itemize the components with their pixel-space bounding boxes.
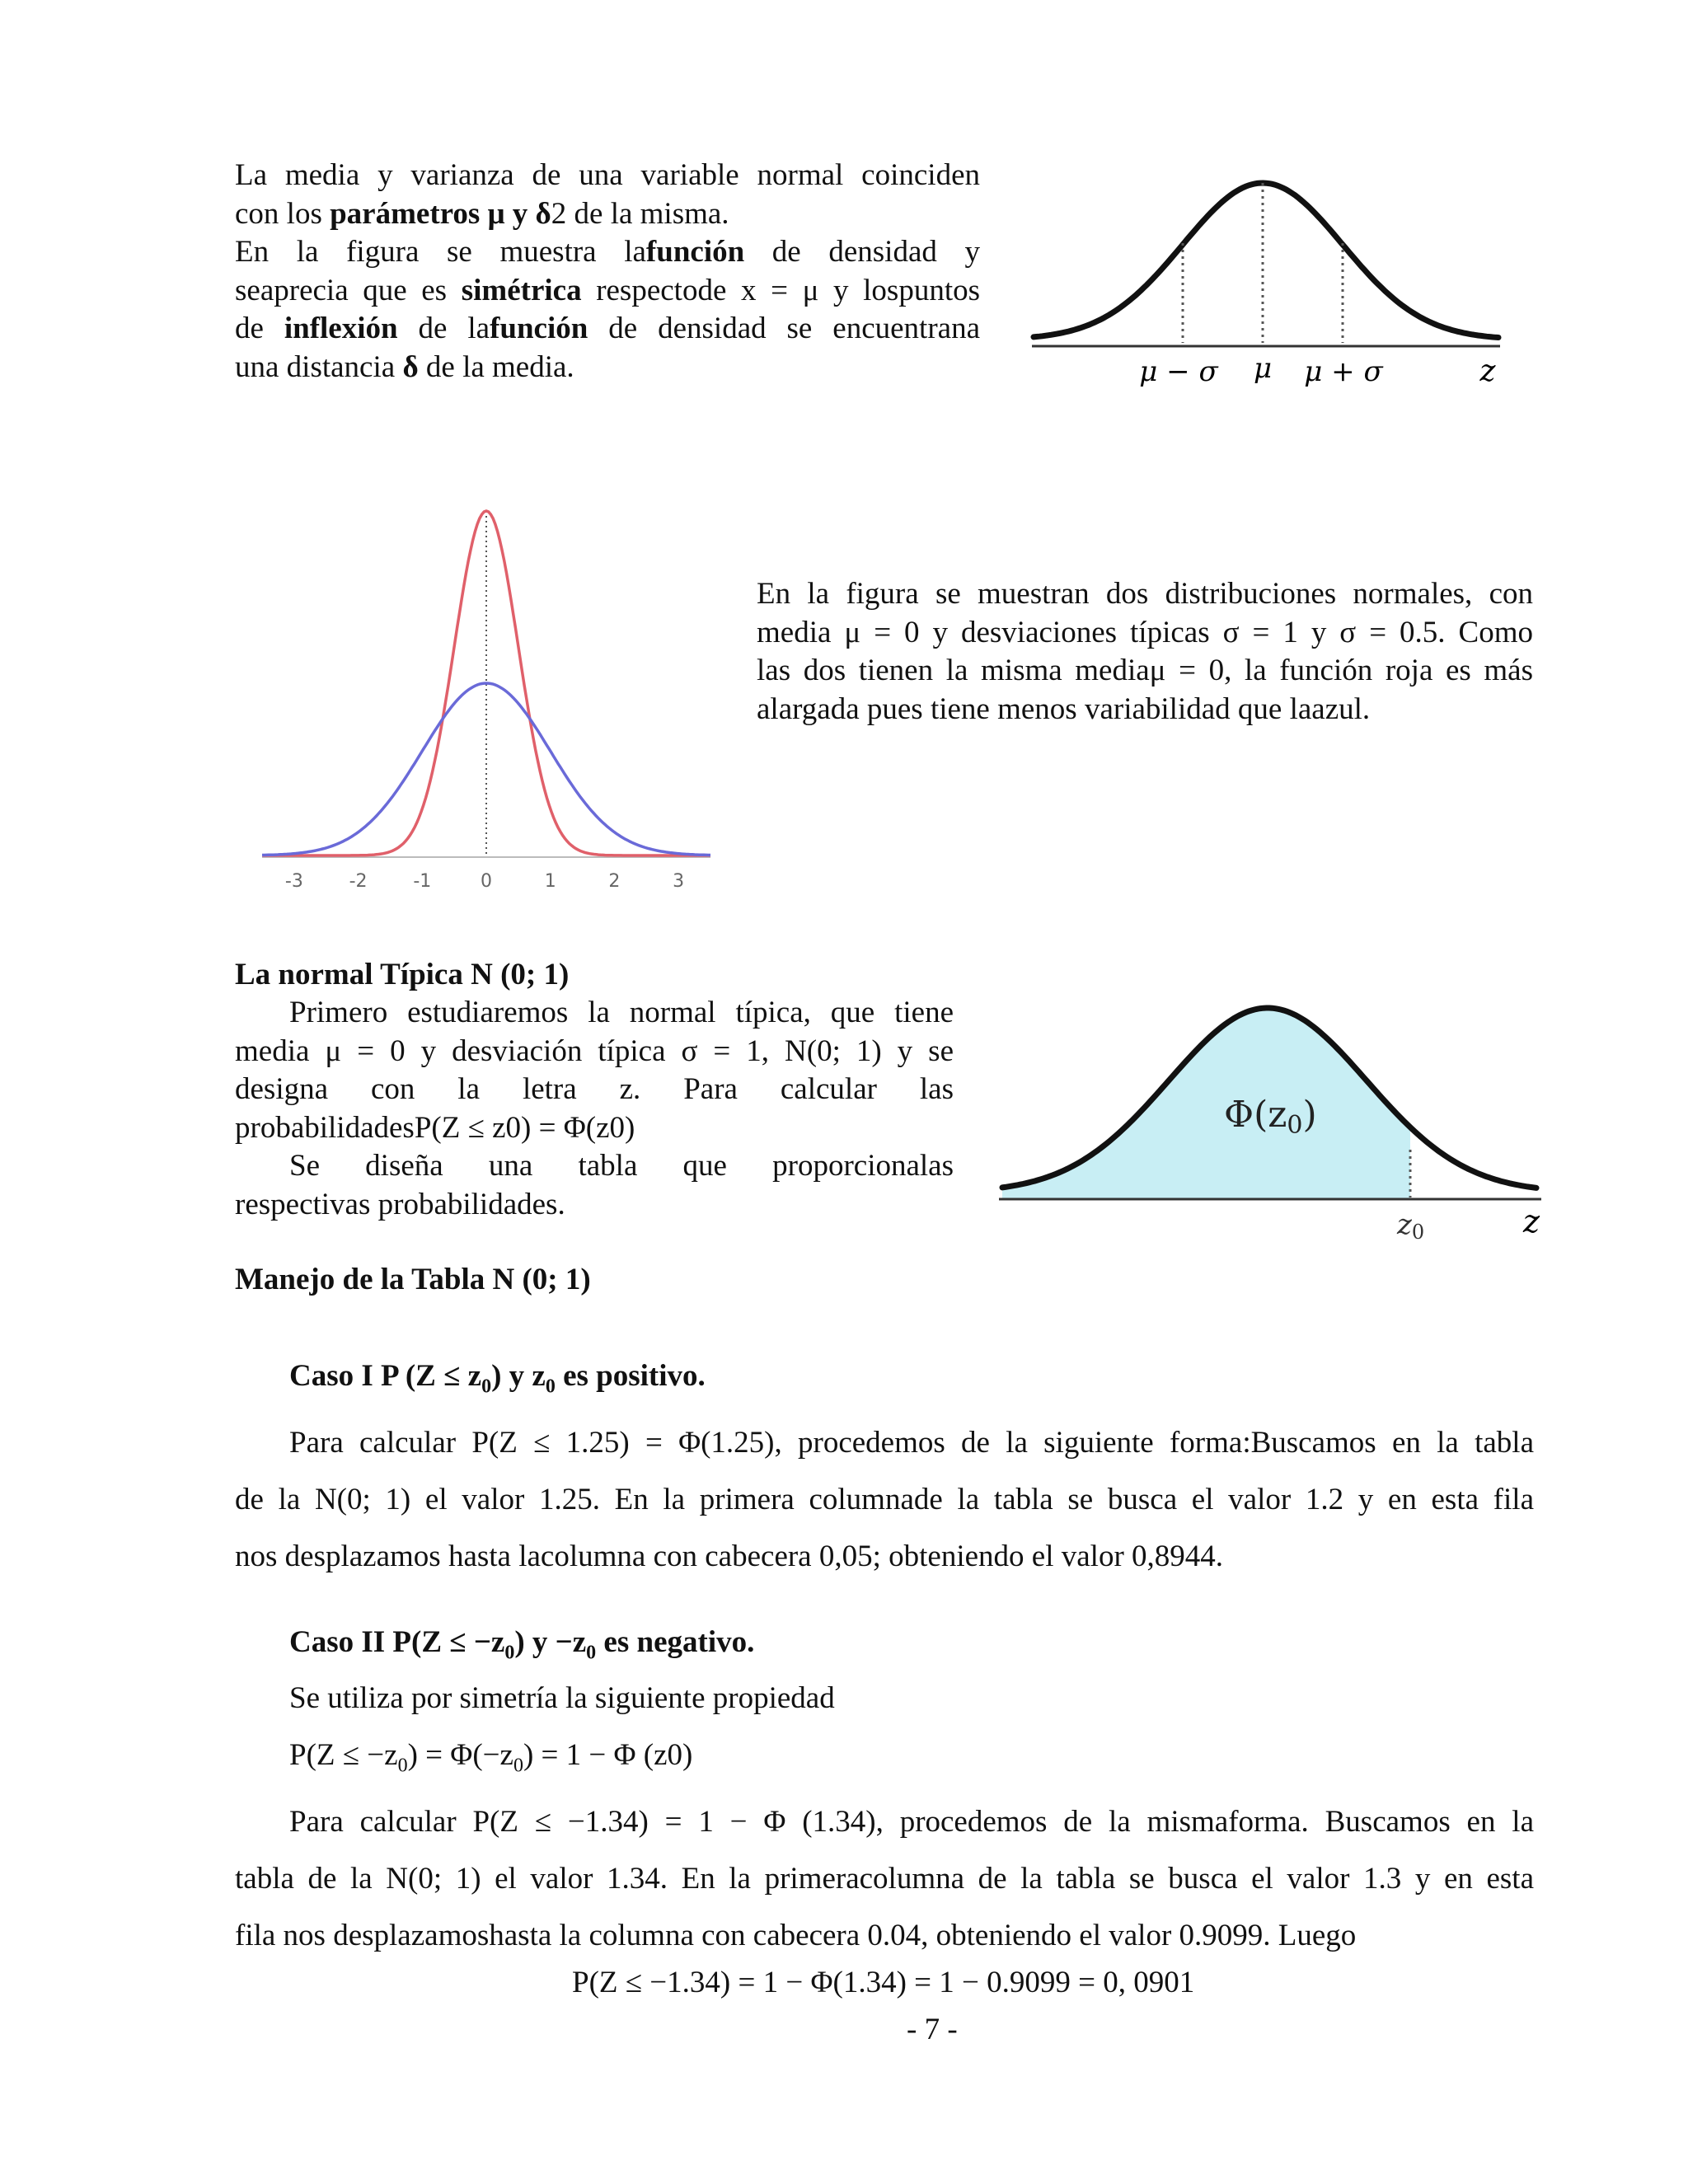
label-mu-minus-sigma: μ − σ <box>1139 355 1218 388</box>
tipica-line-4: probabilidadesP(Z ≤ z0) = Φ(z0) <box>235 1110 635 1145</box>
x-tick-label: 2 <box>608 871 621 892</box>
two-normal-distributions-chart <box>247 494 725 907</box>
x-tick-label: -2 <box>349 871 368 892</box>
caso2-title: Caso II $P(Z \le -z_0)$ $y -z_0$ es negativo. <box>289 1625 755 1664</box>
intro-line-6: una distancia δ de la media. <box>235 349 574 384</box>
intro-line-2: con los parámetros μ y δ2 de la misma. <box>235 196 729 231</box>
z-label: z <box>1522 1203 1540 1240</box>
x-tick-label: -3 <box>284 871 303 892</box>
two-dist-paragraph <box>757 575 1533 729</box>
caso2-line-1: Se utiliza por simetría la siguiente propiedad <box>289 1681 835 1715</box>
section-title-tipica: La normal Típica N (0; 1) <box>235 958 570 991</box>
tipica-paragraph <box>235 994 954 1224</box>
tipica-line-2: media μ = 0 y desviación típica σ = 1, N(0; 1) y se <box>235 1033 954 1068</box>
caso2-line-4: fila nos desplazamoshasta la columna con cabecera 0.04, obteniendo el valor 0.9099. Luego <box>235 1919 1357 1952</box>
label-z: z <box>1479 354 1496 388</box>
x-tick-label: 3 <box>673 871 685 892</box>
two-dist-line-4: alargada pues tiene menos variabilidad que laazul. <box>757 691 1371 726</box>
phi-label: Φ(z0) <box>1224 1094 1317 1140</box>
caso2-line-2: Para calcular P(Z ≤ −1.34) = 1 − Φ (1.34), procedemos de la mismaforma. Buscamos en la <box>289 1805 1534 1839</box>
intro-line-5: de inflexión de lafunción de densidad se encuentrana <box>235 312 980 345</box>
density-curve <box>1034 183 1498 338</box>
caso1-title: Caso I P $(Z \le z_0)$ y $z_0$ es positivo. <box>289 1359 706 1398</box>
caso2-paragraph <box>235 1793 1534 1964</box>
normal-curve-figure <box>1022 165 1508 404</box>
intro-paragraph <box>235 157 980 387</box>
tipica-line-6: respectivas probabilidades. <box>235 1187 565 1221</box>
caso1-line-2: de la N(0; 1) el valor 1.25. En la primera columnade la tabla se busca el valor 1.2 y en esta fila <box>235 1483 1534 1516</box>
caso2-line-3: tabla de la N(0; 1) el valor 1.34. En la primeracolumna de la tabla se busca el valor 1.3 y en esta <box>235 1862 1534 1896</box>
x-tick-label: 1 <box>544 871 556 892</box>
label-mu: μ <box>1253 352 1273 385</box>
x-tick-label: -1 <box>413 871 432 892</box>
intro-line-1: La media y varianza de una variable normal coinciden <box>235 158 980 192</box>
tipica-line-3: designa con la letra z. Para calcular las <box>235 1072 954 1106</box>
tipica-line-5: Se diseña una tabla que proporcionalas <box>289 1149 954 1183</box>
intro-line-4: seaprecia que es simétrica respectode x = μ y lospuntos <box>235 273 980 307</box>
caso2-result: P(Z ≤ −1.34) = 1 − Φ(1.34) = 1 − 0.9099 = 0, 0901 <box>572 1966 1195 1999</box>
caso1-line-1: Para calcular P(Z ≤ 1.25) = Φ(1.25), procedemos de la siguiente forma:Buscamos en la tabla <box>289 1426 1534 1460</box>
caso1-paragraph <box>235 1414 1534 1585</box>
phi-z0-figure <box>989 985 1558 1257</box>
tipica-line-1: Primero estudiaremos la normal típica, que tiene <box>289 996 954 1029</box>
label-mu-plus-sigma: μ + σ <box>1304 355 1383 388</box>
two-dist-line-1: En la figura se muestran dos distribuciones normales, con <box>757 577 1533 611</box>
two-dist-line-2: media μ = 0 y desviaciones típicas σ = 1 y σ = 0.5. Como <box>757 615 1533 649</box>
caso1-line-3: nos desplazamos hasta lacolumna con cabecera 0,05; obteniendo el valor 0,8944. <box>235 1540 1224 1573</box>
two-dist-line-3: las dos tienen la misma mediaμ = 0, la función roja es más <box>757 654 1533 687</box>
x-tick-label: 0 <box>481 871 492 892</box>
page-number: - 7 - <box>907 2013 958 2046</box>
chart-ticks <box>285 871 684 892</box>
z0-label: z0 <box>1397 1208 1425 1244</box>
section-title-manejo: Manejo de la Tabla N (0; 1) <box>235 1263 591 1296</box>
intro-line-3: En la figura se muestra lafunción de densidad y <box>235 235 981 269</box>
caso2-property: $P(Z \le -z_0) = \Phi(-z_0) = 1 - \Phi$ (z0) <box>289 1738 693 1777</box>
